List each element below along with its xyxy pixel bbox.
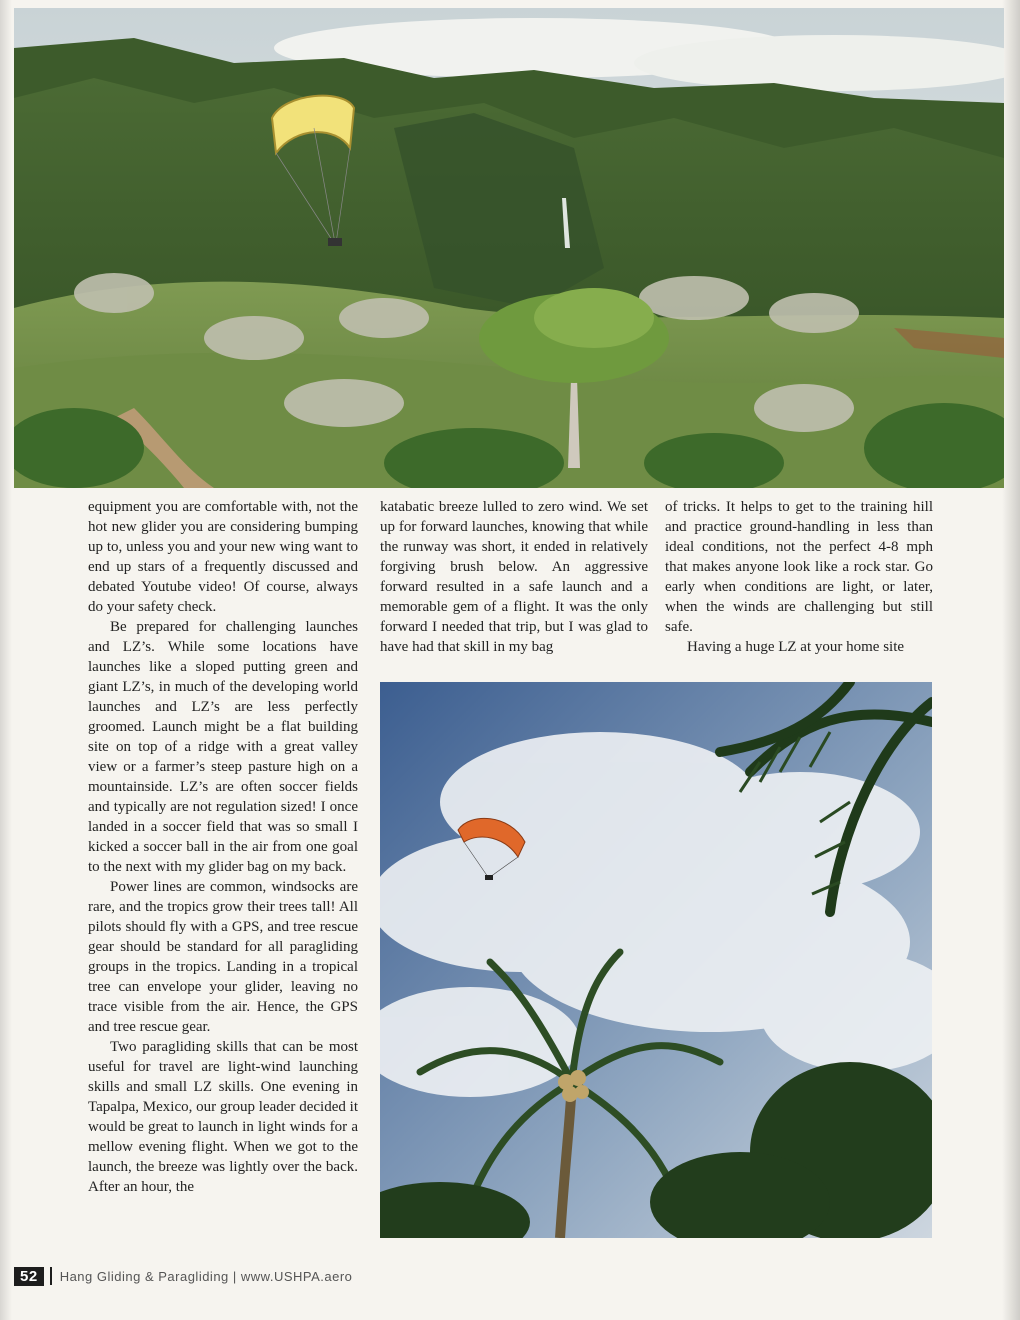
publication-name: Hang Gliding & Paragliding | www.USHPA.aero [59,1268,353,1284]
paragraph: Be prepared for challenging launches and LZ’s. While some locations have launches like a sloped putting green and giant LZ’s, in much of the developing world launches and LZ’s are less perfectly groomed. Launch might be a flat building site on top of a ridge with a great valley view or a farmer’s steep pasture high on a mountainside. LZ’s are often soccer fields and typically are not regulation sized! I once landed in a soccer field that was so small I kicked a soccer ball in the air from one goal to the next with my glider bag on my back. [88,619,358,875]
paragraph: Two paragliding skills that can be most useful for travel are light-wind launching skills and small LZ skills. One evening in Tapalpa, Mexico, our group leader decided it would be great to launch in light winds for a mellow evening flight. When we got to the launch, the breeze was lightly over the back. After an hour, the [88,1039,358,1195]
page-edge-left [0,0,12,1320]
paragraph: Having a huge LZ at your home site [687,639,905,655]
top-photo-valley-paraglider [14,8,1004,488]
inset-photo-palms-paraglider [380,682,932,1238]
paragraph: Power lines are common, windsocks are rare, and the tropics grow their trees tall! All pilots should fly with a GPS, and tree rescue gear should be standard for all paragliding groups in the tropics. Landing in a tropical tree can envelope your glider, leaving no trace visible from the air. Hence, the GPS and tree rescue gear. [88,879,358,1035]
inset-photo-svg [380,682,932,1238]
page-footer [14,1265,352,1287]
paragraph: equipment you are comfortable with, not the hot new glider you are considering bumping up to, unless you and your new wing want to end up stars of a frequently discussed and debated Youtube video! Of course, always do your safety check. [88,499,358,615]
page-number: 52 [14,1267,44,1286]
page-edge-right [1002,0,1020,1320]
text-column-2 [380,497,648,657]
paragraph: katabatic breeze lulled to zero wind. We set up for forward launches, knowing that while the runway was short, it ended in relatively forgiving brush below. An aggressive forward resulted in a safe launch and a memorable gem of a flight. It was the only forward I needed that trip, but I was glad to have had that skill in my bag [380,499,648,655]
text-column-3 [665,497,933,657]
footer-divider [50,1267,52,1285]
top-photo-svg [14,8,1004,488]
text-column-1 [88,497,358,1197]
paragraph: of tricks. It helps to get to the training hill and practice ground-handling in less than ideal conditions, not the perfect 4-8 mph that makes anyone look like a rock star. Go early when conditions are light, or later, when the winds are challenging but still safe. [665,499,933,635]
